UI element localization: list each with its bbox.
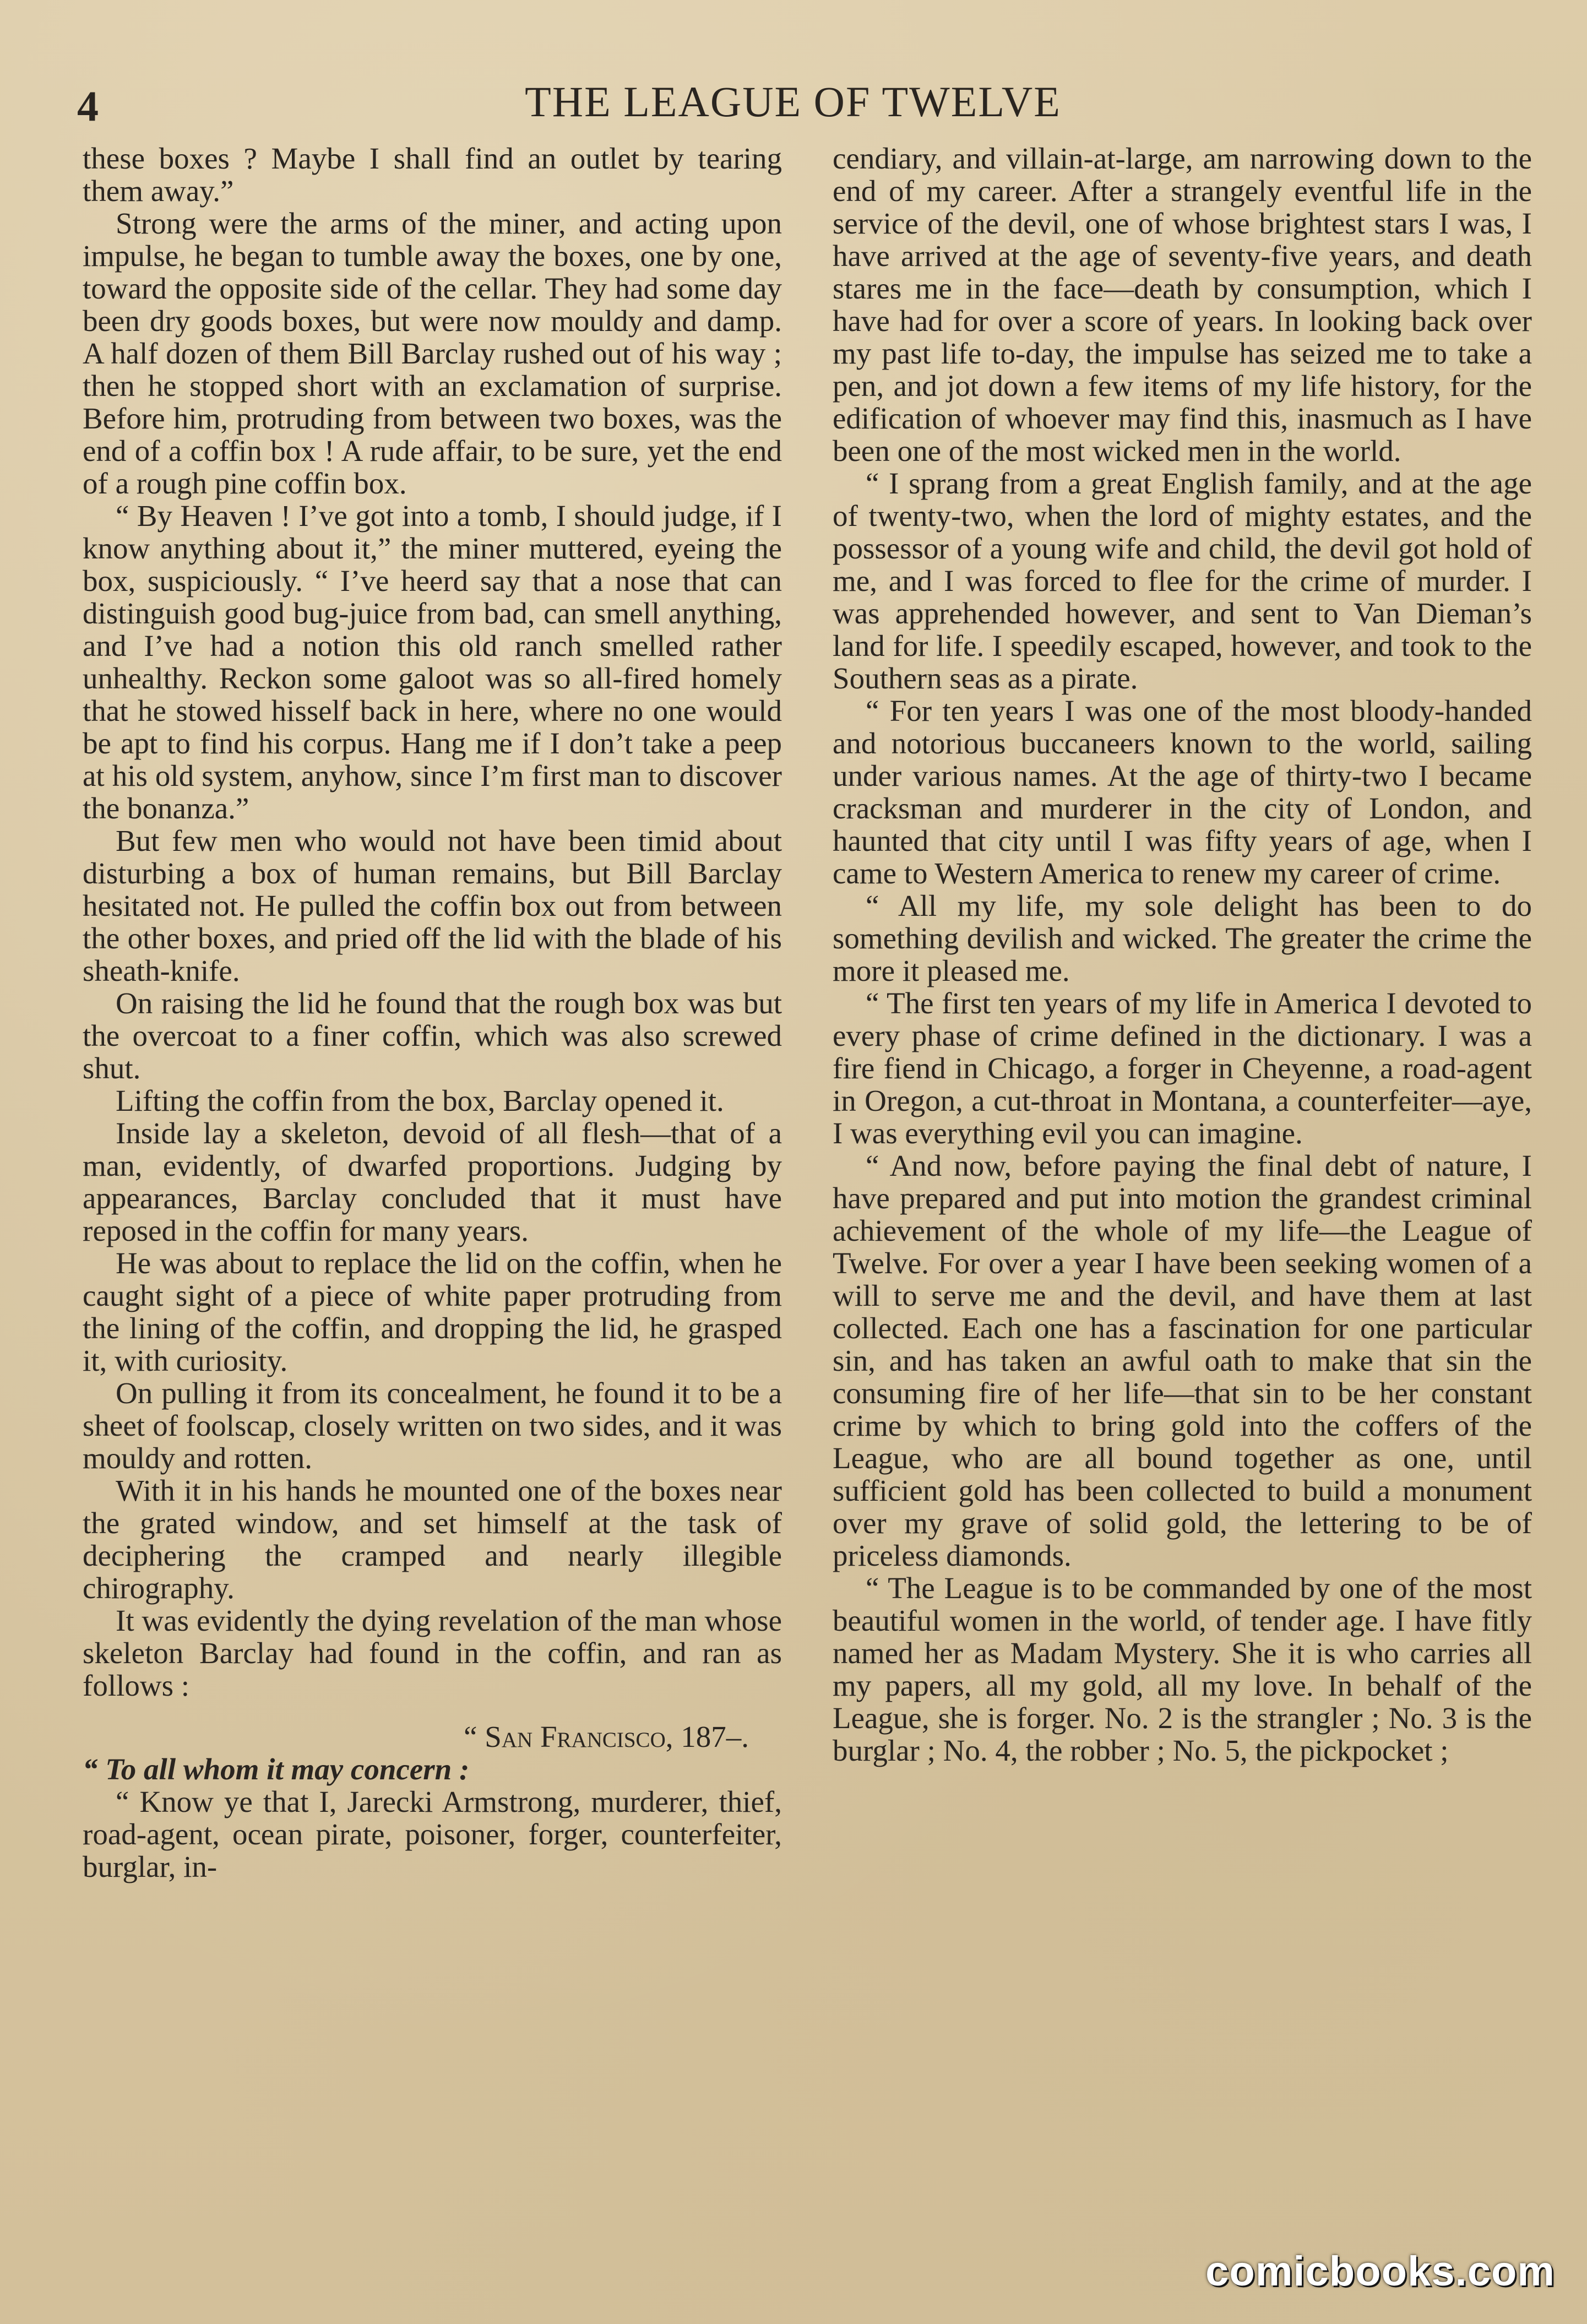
paragraph: “ I sprang from a great English family, and at the age of twenty-two, when the lord of mighty estates, and the possessor of a young wife and child, the devil got hold of me, and I was forced to flee for the crime of murder. I was apprehended however, and sent to Van Dieman’s land for life. I speedily escaped, however, and took to the Southern seas as a pirate. (833, 466, 1532, 695)
letter-opening: “ Know ye that I, Jarecki Armstrong, murderer, thief, road-agent, ocean pirate, poisoner, forger, counterfeiter, burglar, in- (83, 1785, 782, 1883)
paragraph: On raising the lid he found that the rough box was but the overcoat to a finer coffin, which was also screwed shut. (83, 986, 782, 1085)
paragraph: “ The first ten years of my life in America I devoted to every phase of crime defined in the dictionary. I was a fire fiend in Chicago, a forger in Cheyenne, a road-agent in Oregon, a cut-throat in Montana, a counterfeiter—aye, I was everything evil you can imagine. (833, 986, 1532, 1150)
site-watermark: comicbooks.com (1205, 2248, 1555, 2295)
paragraph: “ By Heaven ! I’ve got into a tomb, I should judge, if I know anything about it,” the miner muttered, eyeing the box, suspiciously. “ I’ve heerd say that a nose that can distinguish good bug-juice from bad, can smell anything, and I’ve had a notion this old ranch smelled rather unhealthy. Reckon some galoot was so all-fired homely that he stowed hisself back in here, where no one would be apt to find his corpus. Hang me if I don’t take a peep at his old system, anyhow, since I’m first man to discover the bonanza.” (83, 499, 782, 825)
paragraph: Strong were the arms of the miner, and acting upon impulse, he began to tumble away the boxes, one by one, toward the opposite side of the cellar. They had some day been dry goods boxes, but were now mouldy and damp. A half dozen of them Bill Barclay rushed out of his way ; then he stopped short with an exclamation of surprise. Before him, protruding from between two boxes, was the end of a coffin box ! A rude affair, to be sure, yet the end of a rough pine coffin box. (83, 207, 782, 500)
paragraph: “ And now, before paying the final debt of nature, I have prepared and put into motion the grandest criminal achievement of the whole of my life—the League of Twelve. For over a year I have been seeking women of a will to serve me and the devil, and have them at last collected. Each one has a fascination for one particular sin, and has taken an awful oath to make that sin the consuming fire of her life—that sin to be her constant crime by which to bring gold into the coffers of the League, who are all bound together as one, until sufficient gold has been collected to build a monument over my grave of solid gold, the lettering to be of priceless diamonds. (833, 1149, 1532, 1572)
paragraph: On pulling it from its concealment, he found it to be a sheet of foolscap, closely written on two sides, and it was mouldy and rotten. (83, 1376, 782, 1475)
paragraph: With it in his hands he mounted one of the boxes near the grated window, and set himself at the task of deciphering the cramped and nearly illegible chirography. (83, 1474, 782, 1605)
paragraph: Inside lay a skeleton, devoid of all flesh—that of a man, evidently, of dwarfed proportions. Judging by appearances, Barclay concluded that it must have reposed in the coffin for many years. (83, 1116, 782, 1247)
paragraph: But few men who would not have been timid about disturbing a box of human remains, but Bill Barclay hesitated not. He pulled the coffin box out from between the other boxes, and pried off the lid with the blade of his sheath-knife. (83, 824, 782, 987)
paragraph: these boxes ? Maybe I shall find an outlet by tearing them away.” (83, 142, 782, 208)
page-number: 4 (77, 82, 99, 130)
letter-dateline: “ San Francisco, 187–. (464, 1720, 749, 1753)
paragraph: cendiary, and villain-at-large, am narrowing down to the end of my career. After a strangely eventful life in the service of the devil, one of whose brightest stars I was, I have arrived at the age of seventy-five years, and death stares me in the face—death by consumption, which I have had for over a score of years. In looking back over my past life to-day, the impulse has seized me to take a pen, and jot down a few items of my life history, for the edification of whoever may find this, inasmuch as I have been one of the most wicked men in the world. (833, 142, 1532, 468)
paragraph: “ All my life, my sole delight has been to do something devilish and wicked. The greater the crime the more it pleased me. (833, 889, 1532, 987)
page-header (77, 77, 1509, 138)
paragraph: Lifting the coffin from the box, Barclay opened it. (116, 1084, 724, 1117)
paragraph: He was about to replace the lid on the coffin, when he caught sight of a piece of white paper protruding from the lining of the coffin, and dropping the lid, he grasped it, with curiosity. (83, 1246, 782, 1377)
paragraph: “ The League is to be commanded by one of the most beautiful women in the world, of tender age. I have fitly named her as Madam Mystery. She it is who carries all my papers, all my gold, all my love. In behalf of the League, she is forger. No. 2 is the strangler ; No. 3 is the burglar ; No. 4, the robber ; No. 5, the pickpocket ; (833, 1571, 1532, 1767)
left-column (83, 142, 782, 1883)
right-column (833, 142, 1532, 1767)
letter-salutation: “ To all whom it may concern : (83, 1752, 470, 1786)
paragraph: “ For ten years I was one of the most bloody-handed and notorious buccaneers known to the world, sailing under various names. At the age of thirty-two I became cracksman and murderer in the city of London, and haunted that city until I was fifty years of age, when I came to Western America to renew my career of crime. (833, 694, 1532, 890)
paragraph: It was evidently the dying revelation of the man whose skeleton Barclay had found in the coffin, and ran as follows : (83, 1604, 782, 1702)
running-title: THE LEAGUE OF TWELVE (525, 78, 1061, 126)
